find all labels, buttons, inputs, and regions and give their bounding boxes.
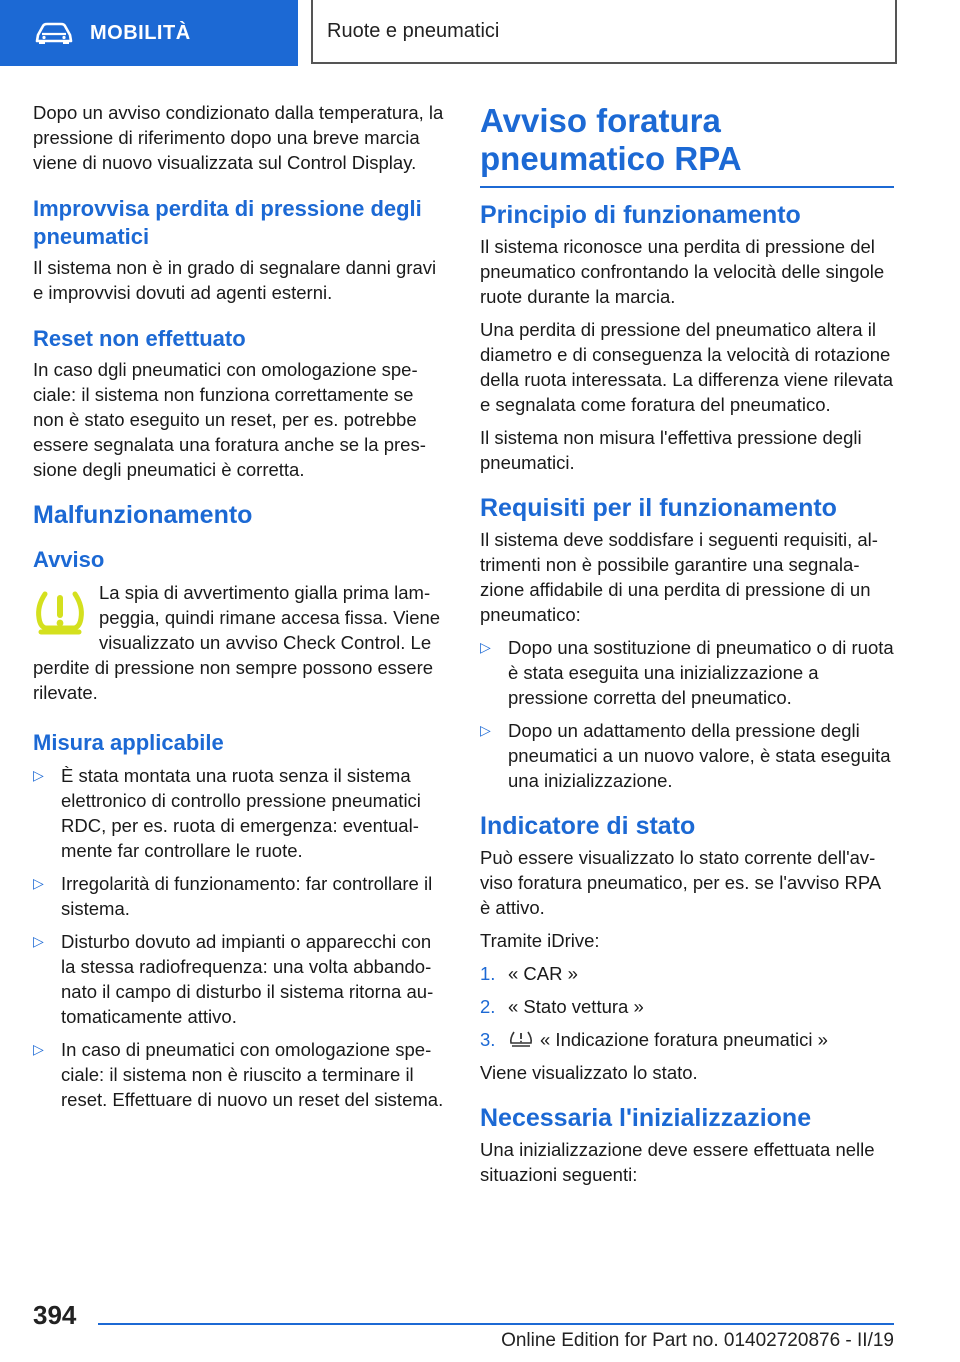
footer-divider [98, 1323, 894, 1325]
principle-paragraph-1: Il sistema riconosce una perdita di pressione del pneumatico confrontando la velocità delle singole ruote durante la marcia. [480, 236, 885, 307]
triangle-bullet-icon: ▷ [33, 767, 44, 783]
heading-requirements: Requisiti per il funzionamento [480, 494, 837, 522]
intro-paragraph: Dopo un avviso condizionato dalla temperatura, la pressione di riferimento dopo una breve marcia viene di nuovo visualizzata sul Control Display. [33, 102, 444, 173]
list-item: 1. « CAR » [480, 963, 578, 984]
heading-reset: Reset non effettuato [33, 326, 246, 351]
triangle-bullet-icon: ▷ [33, 1041, 44, 1057]
right-column [480, 100, 894, 1195]
status-paragraph-2: Tramite iDrive: [480, 930, 600, 951]
heading-sudden-loss: Improvvisa perdita di pressione degli pneumatici [33, 196, 422, 249]
section-label: MOBILITÀ [90, 21, 191, 44]
triangle-bullet-icon: ▷ [480, 722, 491, 738]
sudden-loss-paragraph: Il sistema non è in grado di segnalare danni gravi e improvvisi dovuti ad agenti esterni. [33, 257, 437, 303]
heading-malfunction: Malfunzionamento [33, 501, 253, 529]
warning-block [33, 580, 448, 713]
page-header [0, 0, 960, 66]
list-item: ▷ Dopo un adattamento della pressione degli pneumatici a un nuovo valore, è stata eseguita una inizializzazione. [480, 720, 891, 791]
tire-pressure-warning-icon [33, 584, 87, 638]
list-item: ▷ È stata montata una ruota senza il sistema elettronico di controllo pressione pneumatici RDC, per es. ruota di emergenza: eventualmente far controllare le ruote. [33, 765, 421, 861]
triangle-bullet-icon: ▷ [33, 875, 44, 891]
edition-text: Online Edition for Part no. 01402720876 - II/19 [501, 1330, 894, 1351]
triangle-bullet-icon: ▷ [480, 639, 491, 655]
topic-label: Ruote e pneumatici [327, 19, 500, 42]
page-number: 394 [33, 1300, 77, 1330]
tire-warning-icon [508, 1029, 534, 1049]
car-icon [34, 21, 74, 45]
initialization-paragraph: Una inizializzazione deve essere effettuata nelle situazioni seguenti: [480, 1139, 875, 1185]
page-footer [0, 1290, 960, 1362]
heading-warning: Avviso [33, 547, 105, 572]
heading-initialization: Necessaria l'inizializzazione [480, 1104, 812, 1132]
warning-paragraph: La spia di avvertimento gialla prima lampeggia, quindi rimane accesa fissa. Viene visualizzato un avviso Check Control. Le perdite di pressione non sempre possono essere rilevate. [33, 582, 441, 703]
list-item: 2. « Stato vettura » [480, 996, 644, 1017]
status-paragraph-3: Viene visualizzato lo stato. [480, 1062, 698, 1083]
topic-tab [311, 0, 897, 64]
section-tab [0, 0, 298, 66]
heading-rpa: Avviso foratura pneumatico RPA [480, 102, 894, 188]
principle-paragraph-2: Una perdita di pressione del pneumatico altera il diametro e di conseguenza la velocità di rotazione della ruota interessata. La differenza viene rilevata e segnalata come foratura del pneumatico. [480, 319, 894, 415]
list-item: ▷ Disturbo dovuto ad impianti o apparecchi con la stessa radiofrequenza: una volta abbandonato il campo di disturbo il sistema ritorna automaticamente attivo. [33, 931, 434, 1027]
list-item: 3. « Indicazione foratura pneumatici » [480, 1029, 828, 1050]
requirements-paragraph: Il sistema deve soddisfare i seguenti requisiti, altrimenti non è possibile garantire una segnalazione affidabile di una perdita di pressione di un pneumatico: [480, 529, 878, 625]
requirements-list [480, 635, 894, 793]
reset-paragraph: In caso dgli pneumatici con omologazione speciale: il sistema non funziona correttamente se non è stato eseguito un reset, per es. potrebbe essere segnalata una foratura anche se la pressione degli pneumatici è corretta. [33, 359, 426, 480]
list-item: ▷ Dopo una sostituzione di pneumatico o di ruota è stata eseguita una inizializzazione a pressione corretta del pneumatico. [480, 637, 894, 708]
list-item: ▷ In caso di pneumatici con omologazione speciale: il sistema non è riuscito a terminare il reset. Effettuare di nuovo un reset del sistema. [33, 1039, 444, 1110]
principle-paragraph-3: Il sistema non misura l'effettiva pressione degli pneumatici. [480, 427, 862, 473]
heading-principle: Principio di funzionamento [480, 201, 801, 229]
triangle-bullet-icon: ▷ [33, 933, 44, 949]
status-paragraph-1: Può essere visualizzato lo stato corrente dell'avviso foratura pneumatico, per es. se l'avviso RPA è attivo. [480, 847, 881, 918]
list-item: ▷ Irregolarità di funzionamento: far controllare il sistema. [33, 873, 433, 919]
heading-status: Indicatore di stato [480, 812, 696, 840]
measure-list [33, 763, 448, 1112]
steps-list [480, 961, 894, 1052]
heading-measure: Misura applicabile [33, 730, 224, 755]
left-column [33, 100, 448, 1120]
